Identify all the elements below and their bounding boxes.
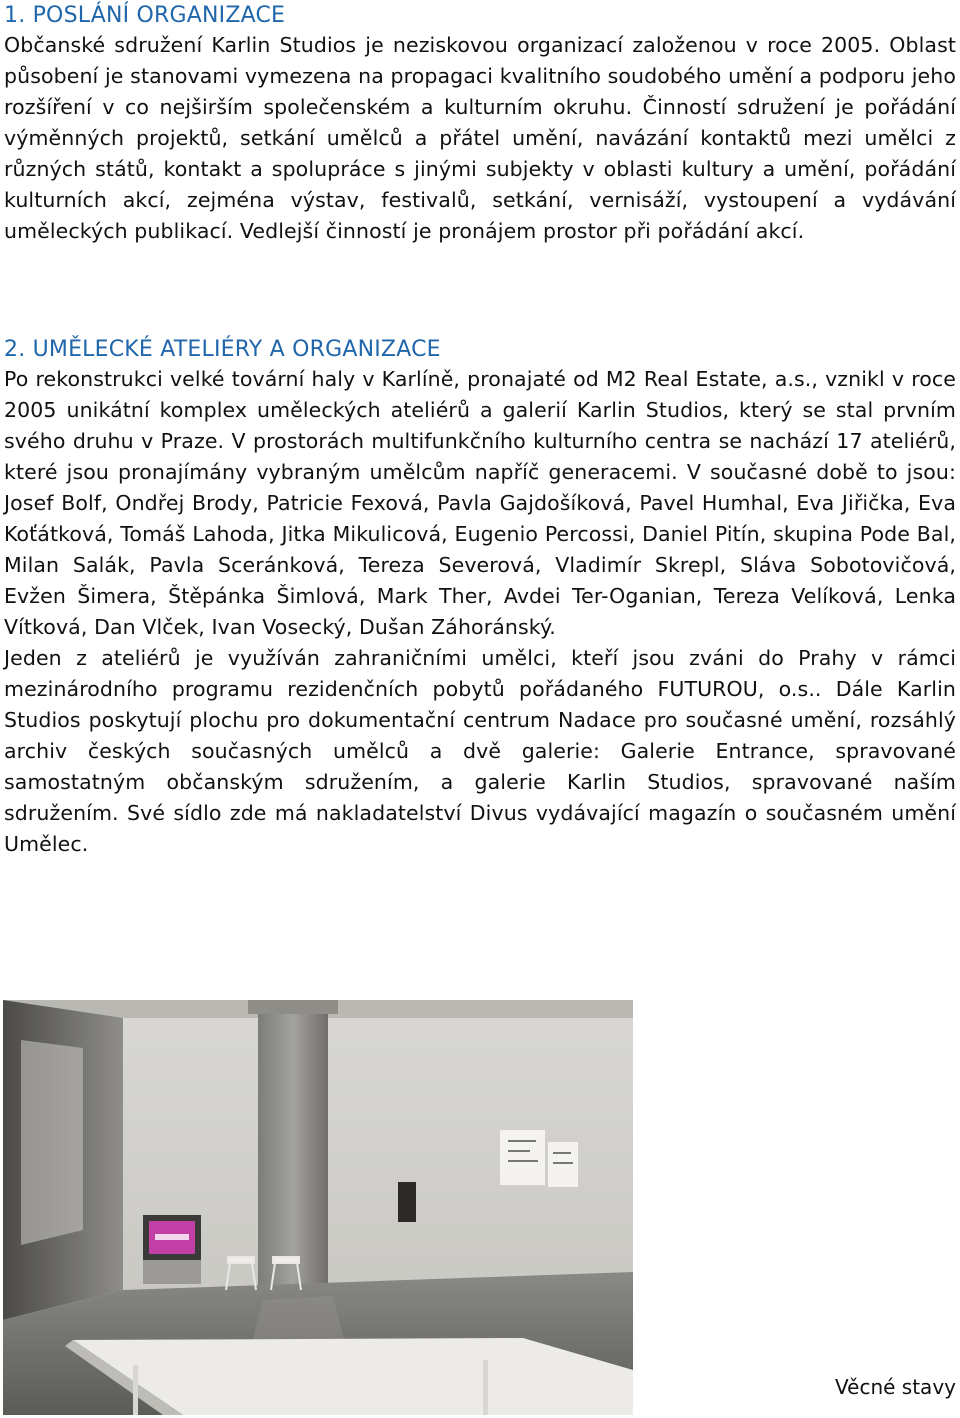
section-paragraph: Po rekonstrukci velké tovární haly v Karlíně, pronajaté od M2 Real Estate, a.s., vznikl v roce 2005 unikátní komplex uměleckých ateliérů a galerií Karlin Studios, který se stal prvním svého druhu v Praze. V prostorách multifunkčního kulturního centra se nachází 17 ateliérů, které jsou pronajímány vybraným umělcům napříč generacemi. V současné době to jsou: Josef Bolf, Ondřej Brody, Patricie Fexová, Pavla Gajdošíková, Pavel Humhal, Eva Jiřička, Eva Koťátková, Tomáš Lahoda, Jitka Mikulicová, Eugenio Percossi, Daniel Pitín, skupina Pode Bal, Milan Salák, Pavla Sceránková, Tereza Severová, Vladimír Skrepl, Sláva Sobotovičová, Evžen Šimera, Štěpánka Šimlová, Mark Ther, Avdei Ter-Oganian, Tereza Velíková, Lenka Vítková, Dan Vlček, Ivan Vosecký, Dušan Záhoránský. xyxy=(4,367,956,639)
section-paragraph: Jeden z ateliérů je využíván zahraničními umělci, kteří jsou zváni do Prahy v rámci mezinárodního programu rezidenčních pobytů pořádaného FUTUROU, o.s.. Dále Karlin Studios poskytují plochu pro dokumentační centrum Nadace pro současné umění, rozsáhlý archiv českých současných umělců a dvě galerie: Galerie Entrance, spravované samostatným občanským sdružením, a galerie Karlin Studios, spravované naším sdružením. Své sídlo zde má nakladatelství Divus vydávající magazín o současném umění Umělec. xyxy=(4,646,956,856)
gallery-photo xyxy=(3,1000,633,1415)
section-studios xyxy=(4,336,956,860)
section-heading: 2. UMĚLECKÉ ATELIÉRY A ORGANIZACE xyxy=(4,337,441,362)
section-paragraph: Občanské sdružení Karlin Studios je neziskovou organizací založenou v roce 2005. Oblast působení je stanovami vymezena na propagaci kvalitního soudobého umění a podporu jeho rozšíření v co nejširším společenském a kulturním okruhu. Činností sdružení je pořádání výměnných projektů, setkání umělců a přátel umění, navázání kontaktů mezi umělci z různých států, kontakt a spolupráce s jinými subjekty v oblasti kultury a umění, pořádání kulturních akcí, zejména výstav, festivalů, setkání, vernisáží, vystoupení a vydávání uměleckých publikací. Vedlejší činností je pronájem prostor při pořádání akcí. xyxy=(4,33,956,243)
photo-caption: Věcné stavy xyxy=(835,1375,956,1399)
section-mission xyxy=(4,2,956,247)
section-heading: 1. POSLÁNÍ ORGANIZACE xyxy=(4,3,286,28)
